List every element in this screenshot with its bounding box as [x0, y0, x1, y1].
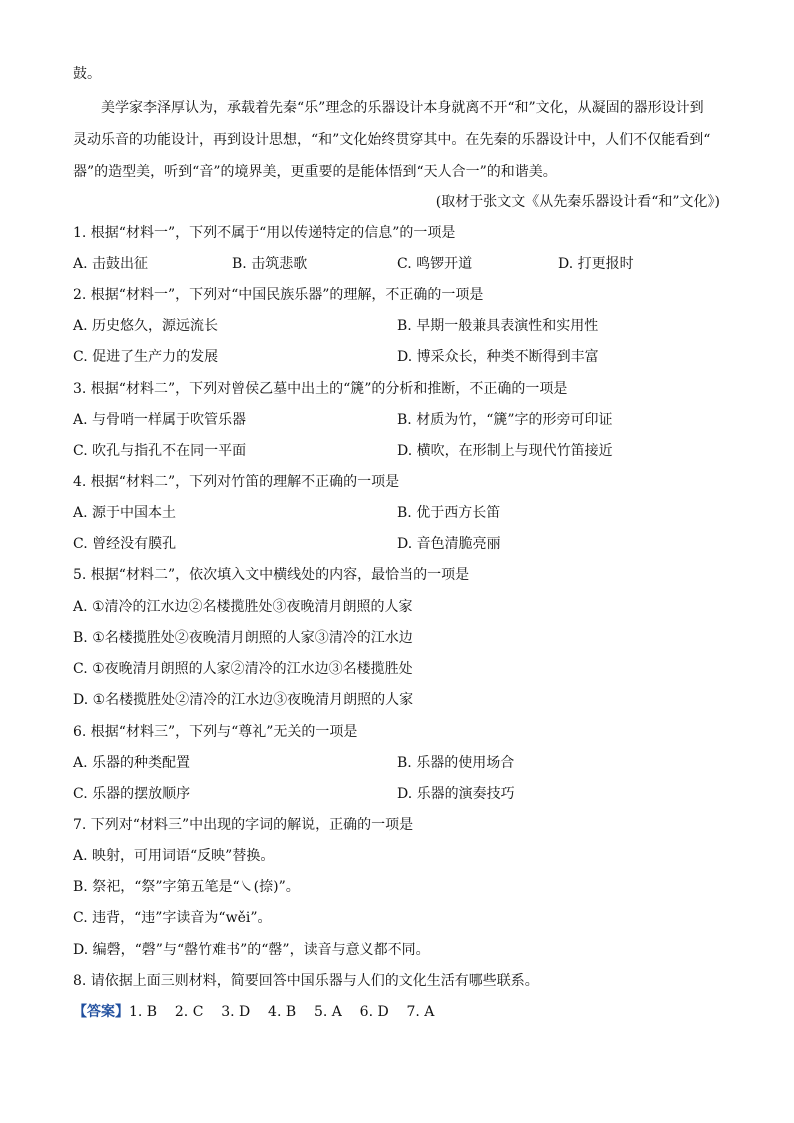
question-4-option-d: D. 音色清脆亮丽 — [397, 536, 501, 552]
passage-source: (取材于张文文《从先秦乐器设计看“和”文化》) — [435, 194, 720, 210]
question-2-option-c: C. 促进了生产力的发展 — [73, 349, 219, 365]
passage-para1-line3: 器”的造型美，听到“音”的境界美，更重要的是能体悟到“天人合一”的和谐美。 — [73, 164, 557, 180]
question-2-stem: 2. 根据“材料一”，下列对“中国民族乐器”的理解，不正确的一项是 — [73, 287, 484, 303]
question-5-option-c: C. ①夜晚清月朗照的人家②清冷的江水边③名楼揽胜处 — [73, 661, 413, 677]
question-1-option-a: A. 击鼓出征 — [73, 256, 149, 272]
question-8-stem: 8. 请依据上面三则材料，简要回答中国乐器与人们的文化生活有哪些联系。 — [73, 973, 539, 989]
question-3-option-c: C. 吹孔与指孔不在同一平面 — [73, 443, 247, 459]
answer-tag: 【答案】 — [73, 1004, 129, 1020]
passage-para1-line2: 灵动乐音的功能设计，再到设计思想，“和”文化始终贯穿其中。在先秦的乐器设计中，人们不仅能看到“ — [73, 132, 711, 148]
question-5-option-d: D. ①名楼揽胜处②清冷的江水边③夜晚清月朗照的人家 — [73, 692, 414, 708]
question-4-option-a: A. 源于中国本土 — [73, 505, 177, 521]
question-3-option-b: B. 材质为竹，“篪”字的形旁可印证 — [397, 412, 613, 428]
question-3-option-d: D. 横吹，在形制上与现代竹笛接近 — [397, 443, 613, 459]
question-7-stem: 7. 下列对“材料三”中出现的字词的解说，正确的一项是 — [73, 817, 414, 833]
question-6-option-a: A. 乐器的种类配置 — [73, 755, 191, 771]
question-2-option-a: A. 历史悠久，源远流长 — [73, 318, 219, 334]
answer-text: 1. B 2. C 3. D 4. B 5. A 6. D 7. A — [129, 1004, 435, 1020]
question-4-option-c: C. 曾经没有膜孔 — [73, 536, 177, 552]
question-6-option-b: B. 乐器的使用场合 — [397, 755, 515, 771]
question-6-option-d: D. 乐器的演奏技巧 — [397, 786, 515, 802]
question-5-option-a: A. ①清冷的江水边②名楼揽胜处③夜晚清月朗照的人家 — [73, 599, 413, 615]
question-1-stem: 1. 根据“材料一”，下列不属于“用以传递特定的信息”的一项是 — [73, 225, 456, 241]
question-5-option-b: B. ①名楼揽胜处②夜晚清月朗照的人家③清冷的江水边 — [73, 630, 413, 646]
question-7-option-b: B. 祭祀，“祭”字第五笔是“㇏(捺)”。 — [73, 879, 300, 895]
question-7-option-c: C. 违背，“违”字读音为“wěi”。 — [73, 910, 272, 926]
question-6-option-c: C. 乐器的摆放顺序 — [73, 786, 191, 802]
question-7-option-a: A. 映射，可用词语“反映”替换。 — [73, 848, 275, 864]
passage-para1-line1: 美学家李泽厚认为，承载着先秦“乐”理念的乐器设计本身就离不开“和”文化，从凝固的器形设计到 — [101, 100, 704, 116]
question-7-option-d: D. 编磬，“磬”与“罄竹难书”的“罄”，读音与意义都不同。 — [73, 942, 430, 958]
question-4-option-b: B. 优于西方长笛 — [397, 505, 501, 521]
question-1-option-b: B. 击筑悲歌 — [232, 256, 308, 272]
question-2-option-d: D. 博采众长，种类不断得到丰富 — [397, 349, 599, 365]
question-6-stem: 6. 根据“材料三”，下列与“尊礼”无关的一项是 — [73, 724, 358, 740]
question-3-option-a: A. 与骨哨一样属于吹管乐器 — [73, 412, 247, 428]
question-4-stem: 4. 根据“材料二”，下列对竹笛的理解不正确的一项是 — [73, 474, 400, 490]
question-3-stem: 3. 根据“材料二”，下列对曾侯乙墓中出土的“篪”的分析和推断，不正确的一项是 — [73, 381, 568, 397]
question-2-option-b: B. 早期一般兼具表演性和实用性 — [397, 318, 599, 334]
answer-line — [73, 1002, 434, 1022]
passage-line-gu: 鼓。 — [73, 66, 101, 82]
question-1-option-c: C. 鸣锣开道 — [397, 256, 473, 272]
question-1-option-d: D. 打更报时 — [558, 256, 634, 272]
question-5-stem: 5. 根据“材料二”，依次填入文中横线处的内容，最恰当的一项是 — [73, 567, 470, 583]
